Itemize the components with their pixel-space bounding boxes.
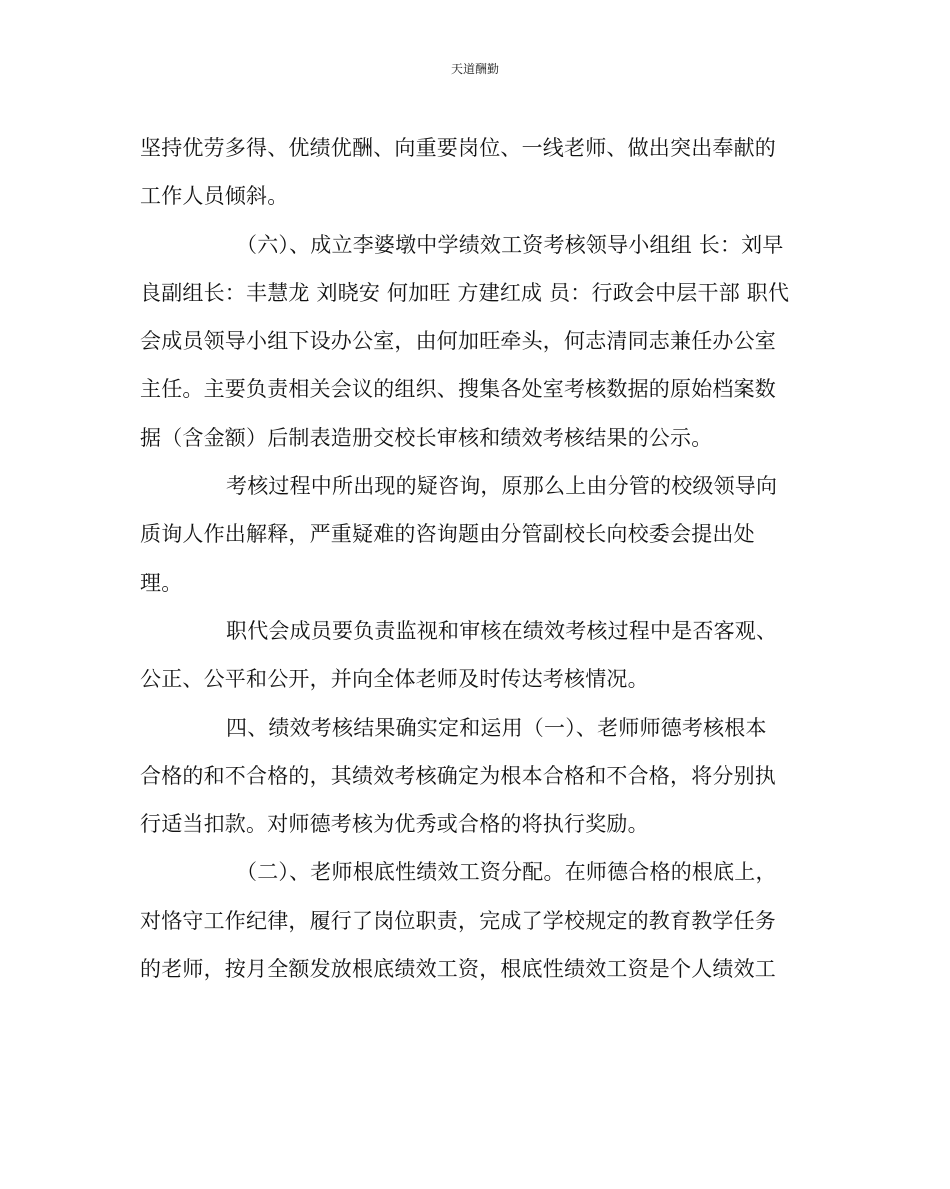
- text-line: 四、绩效考核结果确实定和运用（一）、老师师德考核根本: [226, 715, 767, 740]
- text-line: 的老师，按月全额发放根底绩效工资，根底性绩效工资是个人绩效工: [140, 957, 776, 982]
- text-line: 职代会成员要负责监视和审核在绩效考核过程中是否客观、: [226, 618, 778, 643]
- text-line: 合格的和不合格的，其绩效考核确定为根本合格和不合格，将分别执: [140, 763, 776, 788]
- text-line: 行适当扣款。对师德考核为优秀或合格的将执行奖励。: [140, 812, 649, 837]
- text-line: 据（含金额）后制表造册交校长审核和绩效考核结果的公示。: [140, 425, 713, 450]
- text-line: 坚持优劳多得、优绩优酬、向重要岗位、一线老师、做出突出奉献的: [140, 136, 776, 160]
- text-line: 质询人作出解释，严重疑难的咨询题由分管副校长向校委会提出处: [140, 522, 755, 547]
- text-line: 会成员领导小组下设办公室，由何加旺牵头，何志清同志兼任办公室: [140, 329, 776, 354]
- text-line: 对恪守工作纪律，履行了岗位职责，完成了学校规定的教育教学任务: [140, 908, 776, 933]
- text-line: （二）、老师根底性绩效工资分配。在师德合格的根底上，: [236, 860, 777, 885]
- text-line: 主任。主要负责相关会议的组织、搜集各处室考核数据的原始档案数: [140, 377, 776, 402]
- text-line: 理。: [140, 570, 183, 595]
- text-line: （六）、成立李婆墩中学绩效工资考核领导小组组 长：刘早: [236, 232, 784, 257]
- text-line: 公正、公平和公开，并向全体老师及时传达考核情况。: [140, 667, 649, 692]
- text-line: 良副组长：丰慧龙 刘晓安 何加旺 方建红成 员：行政会中层干部 职代: [140, 280, 790, 305]
- document-body: [140, 124, 805, 993]
- text-line: 工作人员倾斜。: [140, 184, 289, 209]
- text-line: 考核过程中所出现的疑咨询，原那么上由分管的校级领导向: [226, 474, 778, 499]
- page-header: 天道酬勤: [450, 62, 499, 76]
